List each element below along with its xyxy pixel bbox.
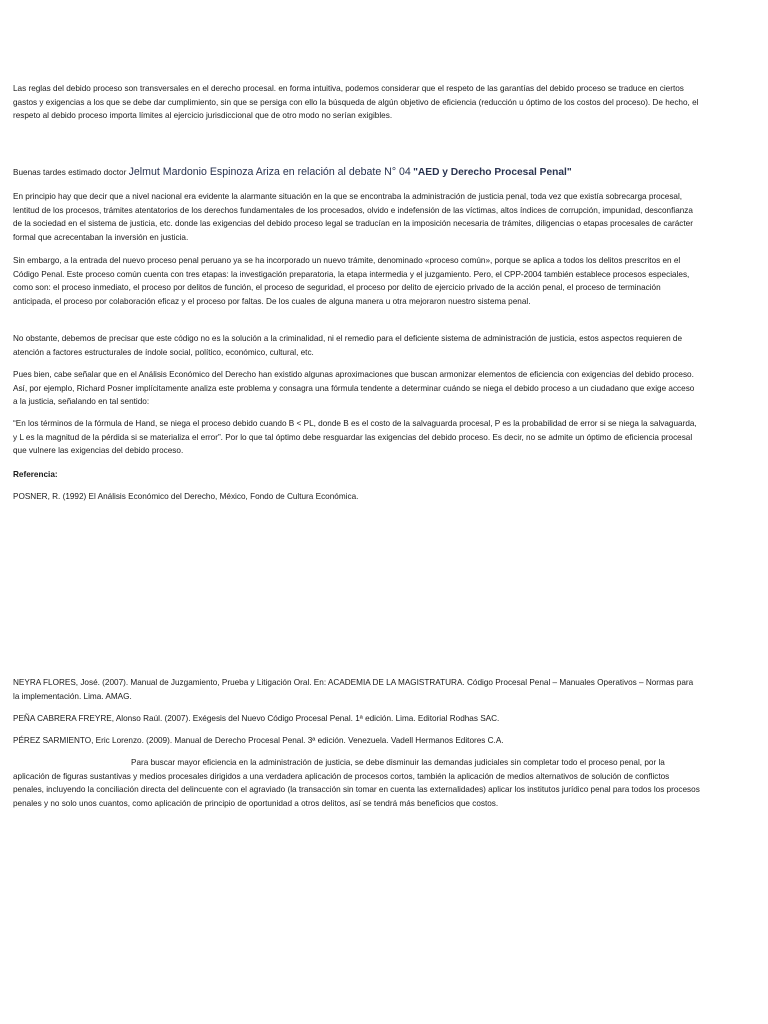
paragraph-1: En principio hay que decir que a nivel nacional era evidente la alarmante situación en la que se encontraba la administración de justicia penal, toda vez que existía sobrecarga procesal, lentitud de los procesos, trámites atentatorios de los derechos fundamentales de los procesados, olvido e indefensión de las víctimas, altos índices de corrupción, impunidad, desconfianza de la sociedad en el sistema de justicia, etc. donde las exigencias del debido proceso legal se traducían en la imposición necesaria de trámites, diligencias o etapas procesales de carácter formal que acrecentaban la inversión en justicia. (13, 192, 693, 242)
paragraph-intro: Las reglas del debido proceso son transversales en el derecho procesal. en forma intuitiva, podemos considerar que el respeto de las garantías del debido proceso se traduce en ciertos gastos y exigencias a los que se debe dar cumplimiento, sin que se persiga con ello la búsqueda de algún objetivo de eficiencia (reducción u óptimo de los costos del proceso). De hecho, el respeto al debido proceso importa límites al ejercicio jurisdiccional que de otro modo no serían exigibles. (13, 84, 699, 121)
paragraph-2: Sin embargo, a la entrada del nuevo proceso penal peruano ya se ha incorporado un nuevo trámite, denominado «proceso común», porque se aplica a todos los delitos prescritos en el Código Penal. Este proceso común cuenta con tres etapas: la investigación preparatoria, la etapa intermedia y el juzgamiento. Pero, el CPP-2004 también establece procesos especiales, como son: el proceso inmediato, el proceso por delitos de función, el proceso de seguridad, el proceso por delito de ejercicio privado de la acción penal, el proceso de terminación anticipada, el proceso por colaboración eficaz y el proceso por faltas. De los cuales de alguna manera u otra mejoraron nuestro sistema penal. (13, 256, 690, 306)
reference-neyra: NEYRA FLORES, José. (2007). Manual de Juzgamiento, Prueba y Litigación Oral. En: ACADEMIA DE LA MAGISTRATURA. Código Procesal Penal – Manuales Operativos – Normas para la implementación. Lima. AMAG. (13, 678, 694, 701)
reference-pena: PEÑA CABRERA FREYRE, Alonso Raúl. (2007). Exégesis del Nuevo Código Procesal Penal. 1ª edición. Lima. Editorial Rodhas SAC. (13, 714, 500, 723)
paragraph-3: No obstante, debemos de precisar que este código no es la solución a la criminalidad, ni el remedio para el deficiente sistema de administración de justicia, estos aspectos requieren de atención a factores estructurales de índole social, político, económico, cultural, etc. (13, 334, 683, 357)
greeting-prefix: Buenas tardes estimado doctor (13, 168, 127, 177)
paragraph-final: Para buscar mayor eficiencia en la administración de justicia, se debe disminuir las demandas judiciales sin completar todo el proceso penal, por la aplicación de figuras sustantivas y medios procesales dirigidos a una verdadera aplicación de procesos cortos, también la aplicación de medios alternativos de solución de conflictos penales, incluyendo la conciliación directa del delincuente con el agraviado (la transacción sin tomar en cuenta las externalidades) aplicar los institutos jurídico penal para todos los procesos penales y no solo unos cuantos, como aplicación de principio de oportunidad a otros delitos, así se tendrá más beneficios que costos. (13, 758, 700, 808)
reference-posner: POSNER, R. (1992) El Análisis Económico del Derecho, México, Fondo de Cultura Económica. (13, 492, 359, 501)
greeting-name: Jelmut Mardonio Espinoza Ariza en relación al debate N° 04 (128, 166, 411, 178)
paragraph-5-quote: “En los términos de la fórmula de Hand, se niega el proceso debido cuando B < PL, donde B es el costo de la salvaguarda procesal, P es la probabilidad de error si se niega la salvaguarda, y L es la magnitud de la pérdida si se materializa el error”. Por lo que tal óptimo debe resguardar las exigencias del debido proceso. Es decir, no se admite un óptimo de eficiencia procesal que vulnere las exigencias del debido proceso. (13, 419, 697, 456)
greeting-line (13, 165, 572, 180)
reference-heading: Referencia: (13, 470, 58, 479)
reference-perez: PÉREZ SARMIENTO, Eric Lorenzo. (2009). Manual de Derecho Procesal Penal. 3ª edición. Venezuela. Vadell Hermanos Editores C.A. (13, 736, 504, 745)
paragraph-4: Pues bien, cabe señalar que en el Análisis Económico del Derecho han existido algunas aproximaciones que buscan armonizar elementos de eficiencia con exigencias del debido proceso. Así, por ejemplo, Richard Posner implícitamente analiza este problema y consagra una fórmula tendente a determinar cuándo se niega el debido proceso a un ciudadano que exige acceso a la justicia, señalando en tal sentido: (13, 370, 695, 407)
greeting-topic: "AED y Derecho Procesal Penal" (413, 167, 572, 178)
